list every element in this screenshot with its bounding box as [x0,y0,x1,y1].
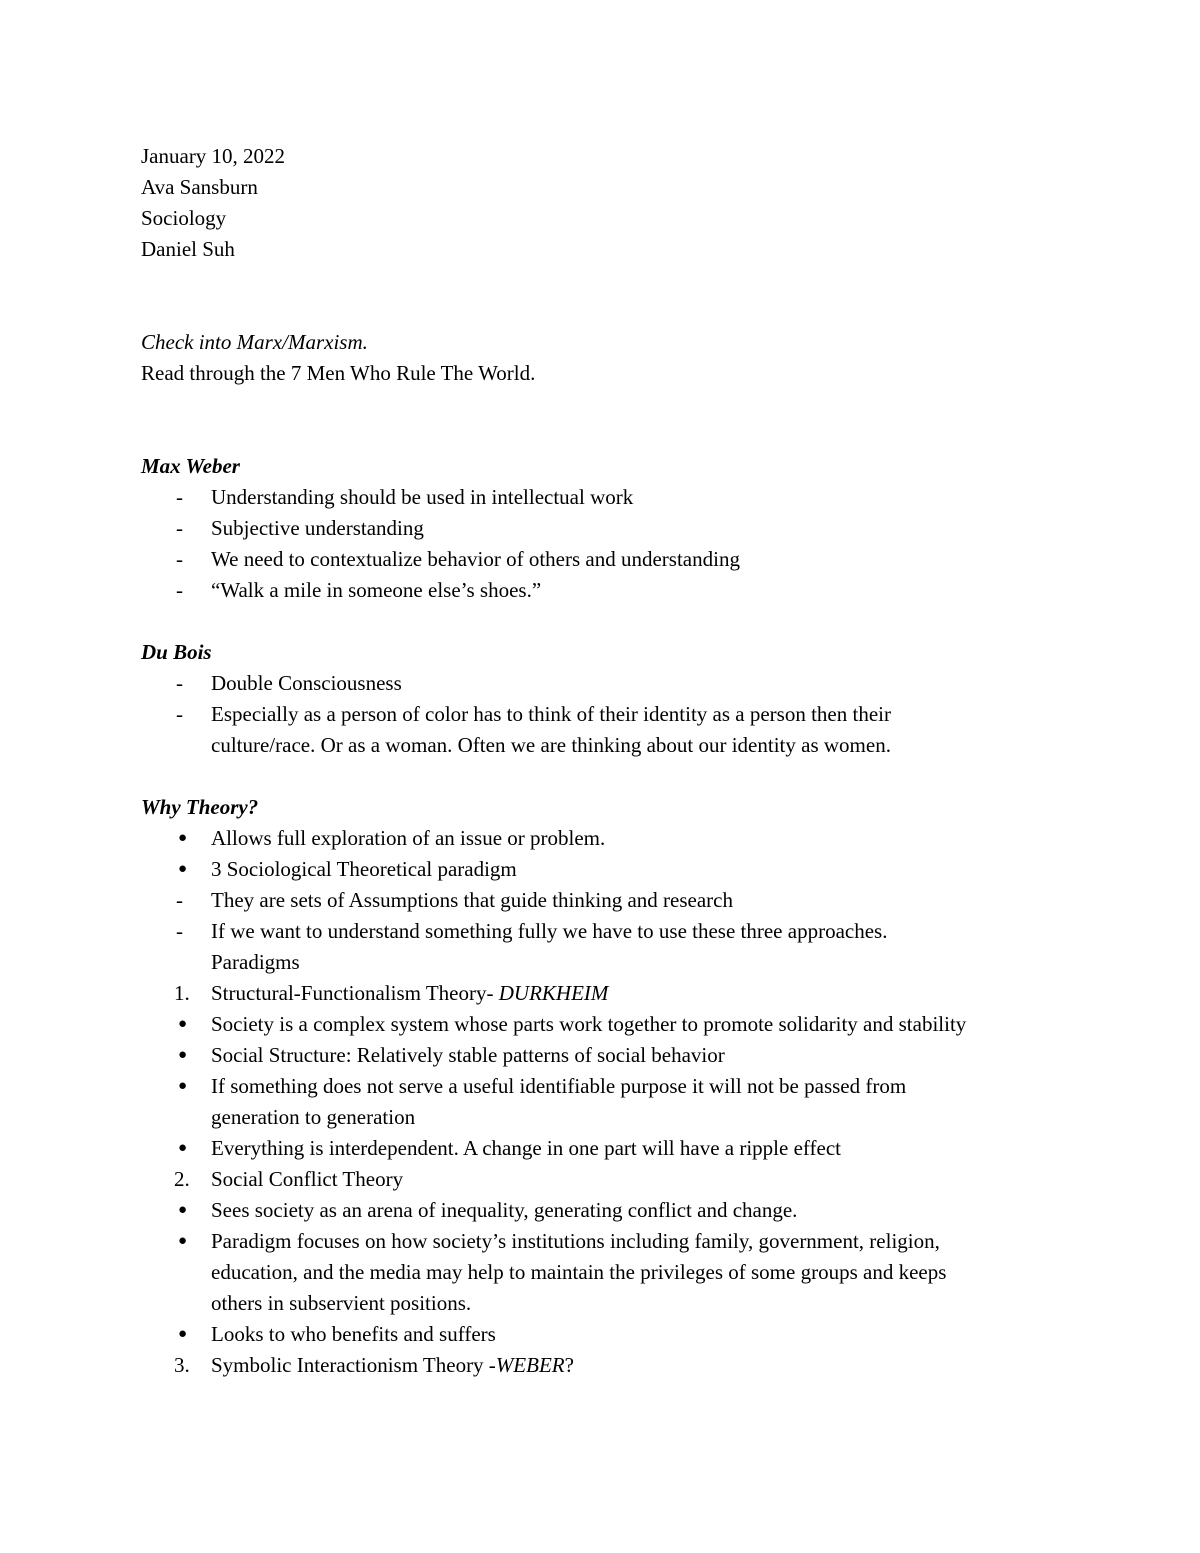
teacher-name: Daniel Suh [141,237,235,261]
dash-marker: - [176,485,183,509]
list-item-text: “Walk a mile in someone else’s shoes.” [211,578,542,602]
numbered-item-text: Symbolic Interactionism Theory - [211,1353,496,1377]
list-item [141,668,1081,699]
section-heading-why-theory: Why Theory? [141,795,259,819]
bullet-marker: ● [178,1202,188,1218]
spacer [141,265,1081,327]
bullet-marker: ● [178,830,188,846]
list-item [141,854,1081,885]
list-item [141,1040,1081,1071]
spacer [141,389,1081,451]
section-heading-dubois: Du Bois [141,640,212,664]
list-item [141,513,1081,544]
list-item-text-continued: others in subservient positions. [211,1291,472,1315]
list-item-text-continued: Paradigms [211,950,300,974]
theorist-name: WEBER [495,1353,565,1377]
list-item [141,575,1081,606]
list-item-text: Society is a complex system whose parts work together to promote solidarity and stability [211,1012,967,1036]
dash-marker: - [176,516,183,540]
list-item-text: Social Structure: Relatively stable patterns of social behavior [211,1043,725,1067]
number-marker: 2. [174,1167,190,1191]
list-item [141,482,1081,513]
bullet-marker: ● [178,1047,188,1063]
list-item-text: Allows full exploration of an issue or problem. [211,826,606,850]
number-marker: 3. [174,1353,190,1377]
list-item [141,1226,1081,1319]
list-item-text: Paradigm focuses on how society’s institutions including family, government, religion, [211,1229,940,1253]
list-item-text-continued: generation to generation [211,1105,416,1129]
bullet-marker: ● [178,1140,188,1156]
note-read: Read through the 7 Men Who Rule The World. [141,361,536,385]
course-name: Sociology [141,206,227,230]
list-item-text: Especially as a person of color has to think of their identity as a person then their [211,702,891,726]
list-item [141,823,1081,854]
list-item-text: If we want to understand something fully we have to use these three approaches. [211,919,888,943]
dash-marker: - [176,888,183,912]
dash-marker: - [176,702,183,726]
list-item [141,885,1081,916]
bullet-marker: ● [178,861,188,877]
bullet-marker: ● [178,1326,188,1342]
list-item-text: Everything is interdependent. A change in one part will have a ripple effect [211,1136,841,1160]
list-item-text: Double Consciousness [211,671,402,695]
numbered-item-text: Structural-Functionalism Theory- [211,981,499,1005]
list-item [141,1133,1081,1164]
list-item-text: Understanding should be used in intellectual work [211,485,634,509]
list-item-text-continued: culture/race. Or as a woman. Often we are thinking about our identity as women. [211,733,891,757]
list-item-text: Looks to who benefits and suffers [211,1322,496,1346]
list-item [141,1195,1081,1226]
list-item-text: 3 Sociological Theoretical paradigm [211,857,517,881]
numbered-item [141,1164,1081,1195]
dash-marker: - [176,671,183,695]
dash-marker: - [176,578,183,602]
spacer [141,606,1081,637]
number-marker: 1. [174,981,190,1005]
numbered-item-text: Social Conflict Theory [211,1167,404,1191]
student-name: Ava Sansburn [141,175,258,199]
date-line: January 10, 2022 [141,144,286,168]
theorist-name: DURKHEIM [498,981,609,1005]
dash-marker: - [176,919,183,943]
list-item-text: If something does not serve a useful identifiable purpose it will not be passed from [211,1074,907,1098]
list-item [141,1009,1081,1040]
section-heading-weber: Max Weber [141,454,240,478]
dash-marker: - [176,547,183,571]
list-item-text-continued: education, and the media may help to maintain the privileges of some groups and keeps [211,1260,947,1284]
bullet-marker: ● [178,1233,188,1249]
bullet-marker: ● [178,1016,188,1032]
list-item [141,1319,1081,1350]
list-item-text: Subjective understanding [211,516,424,540]
list-item [141,916,1081,978]
numbered-item [141,1350,1081,1381]
spacer [141,761,1081,792]
list-item-text: We need to contextualize behavior of others and understanding [211,547,740,571]
question-mark: ? [564,1353,574,1377]
list-item-text: They are sets of Assumptions that guide thinking and research [211,888,733,912]
note-check-marx: Check into Marx/Marxism. [141,330,368,354]
bullet-marker: ● [178,1078,188,1094]
list-item [141,544,1081,575]
list-item [141,699,1081,761]
numbered-item [141,978,1081,1009]
document-page [141,141,1081,1381]
list-item-text: Sees society as an arena of inequality, generating conflict and change. [211,1198,798,1222]
list-item [141,1071,1081,1133]
